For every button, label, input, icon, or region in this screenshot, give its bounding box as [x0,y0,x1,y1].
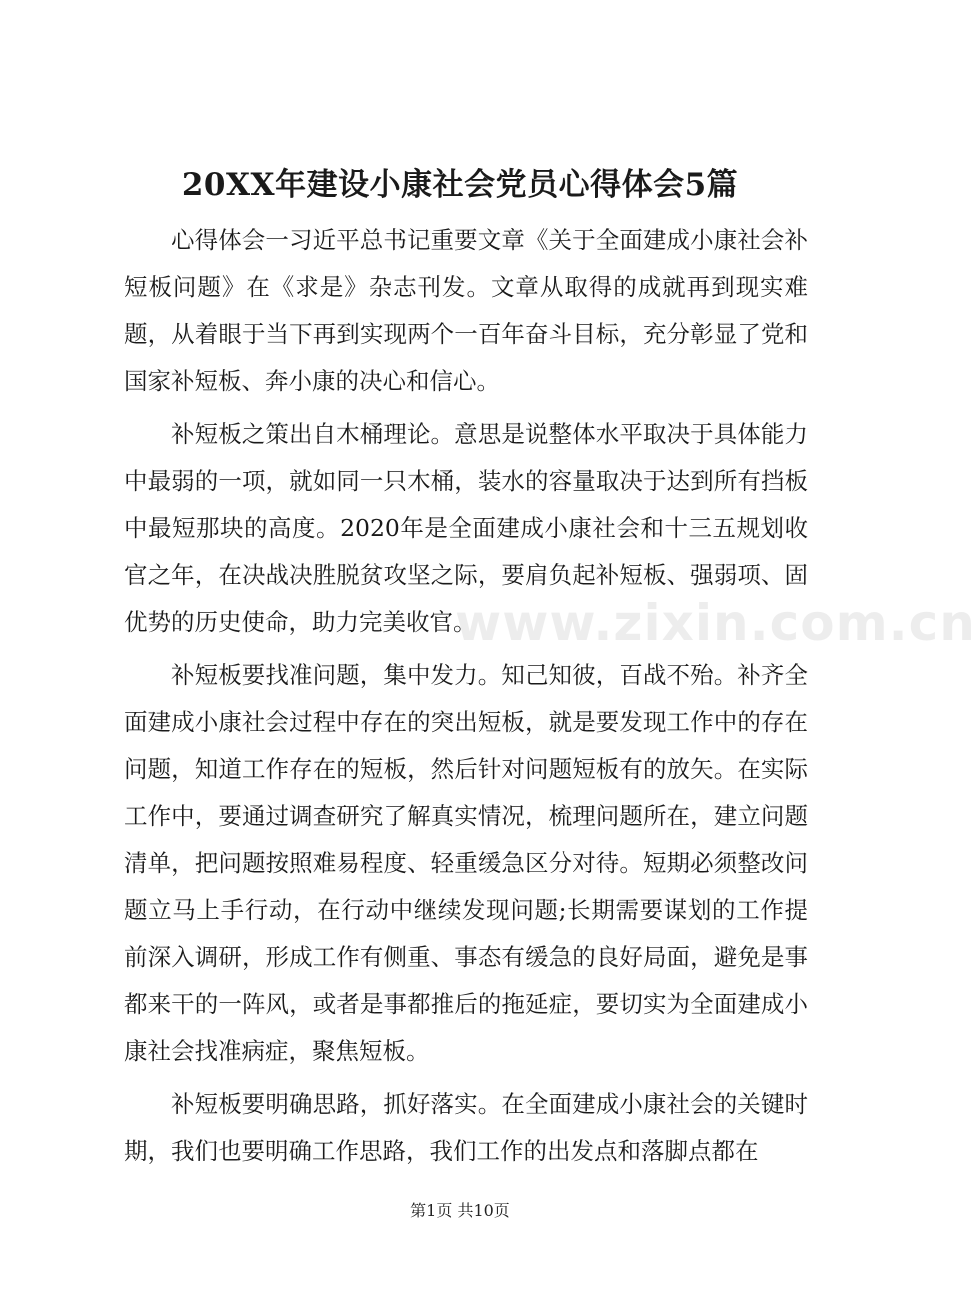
document-body [124,217,808,1181]
document-title: 20XX年建设小康社会党员心得体会5篇 [181,167,739,203]
paragraph: 补短板要找准问题，集中发力。知己知彼，百战不殆。补齐全面建成小康社会过程中存在的突出短板，就是要发现工作中的存在问题，知道工作存在的短板，然后针对问题短板有的放矢。在实际工作中，要通过调查研究了解真实情况，梳理问题所在，建立问题清单，把问题按照难易程度、轻重缓急区分对待。短期必须整改问题立马上手行动，在行动中继续发现问题;长期需要谋划的工作提前深入调研，形成工作有侧重、事态有缓急的良好局面，避免是事都来干的一阵风，或者是事都推后的拖延症，要切实为全面建成小康社会找准病症，聚焦短板。 [124,661,808,1065]
paragraph: 补短板要明确思路，抓好落实。在全面建成小康社会的关键时期，我们也要明确工作思路，我们工作的出发点和落脚点都在 [124,1090,808,1165]
page-footer: 第1页 共10页 [410,1201,510,1220]
paragraph: 心得体会一习近平总书记重要文章《关于全面建成小康社会补短板问题》在《求是》杂志刊发。文章从取得的成就再到现实难题，从着眼于当下再到实现两个一百年奋斗目标，充分彰显了党和国家补短板、奔小康的决心和信心。 [124,226,808,395]
paragraph: 补短板之策出自木桶理论。意思是说整体水平取决于具体能力中最弱的一项，就如同一只木桶，装水的容量取决于达到所有挡板中最短那块的高度。2020年是全面建成小康社会和十三五规划收官之年，在决战决胜脱贫攻坚之际，要肩负起补短板、强弱项、固优势的历史使命，助力完美收官。 [124,420,808,636]
watermark-text: www.zixin.com.cn [455,594,976,652]
